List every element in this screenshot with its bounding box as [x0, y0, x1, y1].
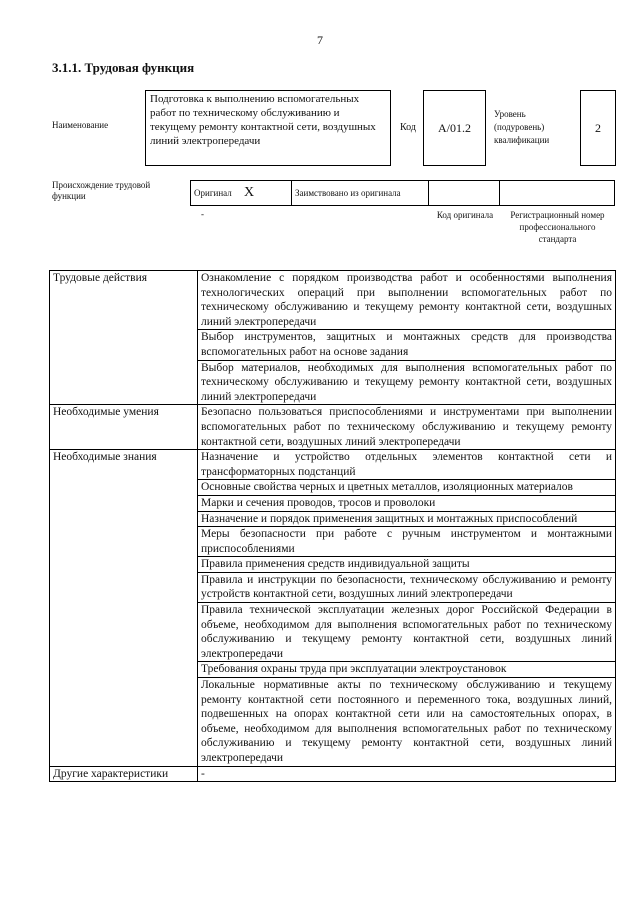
description-cell: Локальные нормативные акты по техническому обслуживанию и текущему ремонту контактной сети постоянного и переменного тока, воздушных линий, подвешенных на опорах контактной сети или на самостоятельных опорах, в объеме, необходимом для выполнения вспомогательных работ по техническому обслуживанию и текущему ремонту контактной сети, воздушных линий электропередачи [198, 678, 616, 767]
table-row [50, 450, 616, 480]
function-name-box [145, 90, 391, 166]
category-cell: Трудовые действия [50, 271, 198, 405]
tick-mark: - [201, 209, 204, 219]
section-title: 3.1.1. Трудовая функция [52, 60, 195, 75]
table-row [50, 271, 616, 330]
level-label: Уровень (подуровень) квалификации [494, 109, 550, 145]
description-cell: Назначение и порядок применения защитных и монтажных приспособлений [198, 511, 616, 527]
description-cell: Ознакомление с порядком производства работ и особенностями выполнения технологических операций при выполнении вспомогательных работ по техническому обслуживанию и текущему ремонту контактной сети, воздушных линий электропередачи [198, 271, 616, 330]
description-cell: Выбор материалов, необходимых для выполнения вспомогательных работ по техническому обслуживанию и текущему ремонту контактной сети, воздушных линий электропередачи [198, 360, 616, 405]
description-cell: Выбор инструментов, защитных и монтажных средств для производства вспомогательных работ на основе задания [198, 330, 616, 360]
level-box [580, 90, 616, 166]
level-value: 2 [595, 121, 601, 135]
description-cell: - [198, 766, 616, 782]
registration-number-cell [500, 181, 615, 206]
original-mark: X [243, 185, 255, 200]
description-cell: Правила и инструкции по безопасности, техническому обслуживанию и ремонту устройств контактной сети, воздушных линий электропередачи [198, 572, 616, 602]
code-box [423, 90, 486, 166]
borrowed-label: Заимствовано из оригинала [295, 187, 401, 198]
page-number: 7 [317, 33, 323, 47]
description-cell: Правила технической эксплуатации железных дорог Российской Федерации в объеме, необходимом для выполнения вспомогательных работ по техническому обслуживанию и текущему ремонту контактной сети, воздушных линий электропередачи [198, 603, 616, 662]
category-cell: Другие характеристики [50, 766, 198, 782]
original-cell [191, 181, 292, 206]
origin-label: Происхождение трудовой функции [52, 180, 151, 201]
original-label: Оригинал [194, 188, 232, 198]
origin-table [190, 180, 615, 206]
category-cell: Необходимые умения [50, 405, 198, 450]
category-cell: Необходимые знания [50, 450, 198, 766]
code-value: А/01.2 [438, 121, 471, 135]
table-row [50, 766, 616, 782]
borrowed-cell [292, 181, 429, 206]
function-name-value: Подготовка к выполнению вспомогательных работ по техническому обслуживанию и текущему ремонту контактной сети, воздушных линий электропередачи [150, 93, 376, 147]
table-row [50, 405, 616, 450]
caption-registration-number: Регистрационный номер профессионального стандарта [510, 210, 605, 244]
description-cell: Марки и сечения проводов, тросов и проволоки [198, 495, 616, 511]
description-cell: Назначение и устройство отдельных элементов контактной сети и трансформаторных подстанций [198, 450, 616, 480]
name-label: Наименование [52, 120, 109, 130]
description-cell: Меры безопасности при работе с ручным инструментом и монтажными приспособлениями [198, 527, 616, 557]
caption-original-code: Код оригинала [436, 210, 494, 220]
function-table [49, 270, 616, 782]
description-cell: Правила применения средств индивидуальной защиты [198, 557, 616, 573]
original-code-cell [429, 181, 500, 206]
code-label: Код [400, 122, 416, 133]
description-cell: Требования охраны труда при эксплуатации электроустановок [198, 662, 616, 678]
description-cell: Безопасно пользоваться приспособлениями и инструментами при выполнении вспомогательных работ по техническому обслуживанию и текущему ремонту контактной сети, воздушных линий электропередачи [198, 405, 616, 450]
description-cell: Основные свойства черных и цветных металлов, изоляционных материалов [198, 480, 616, 496]
